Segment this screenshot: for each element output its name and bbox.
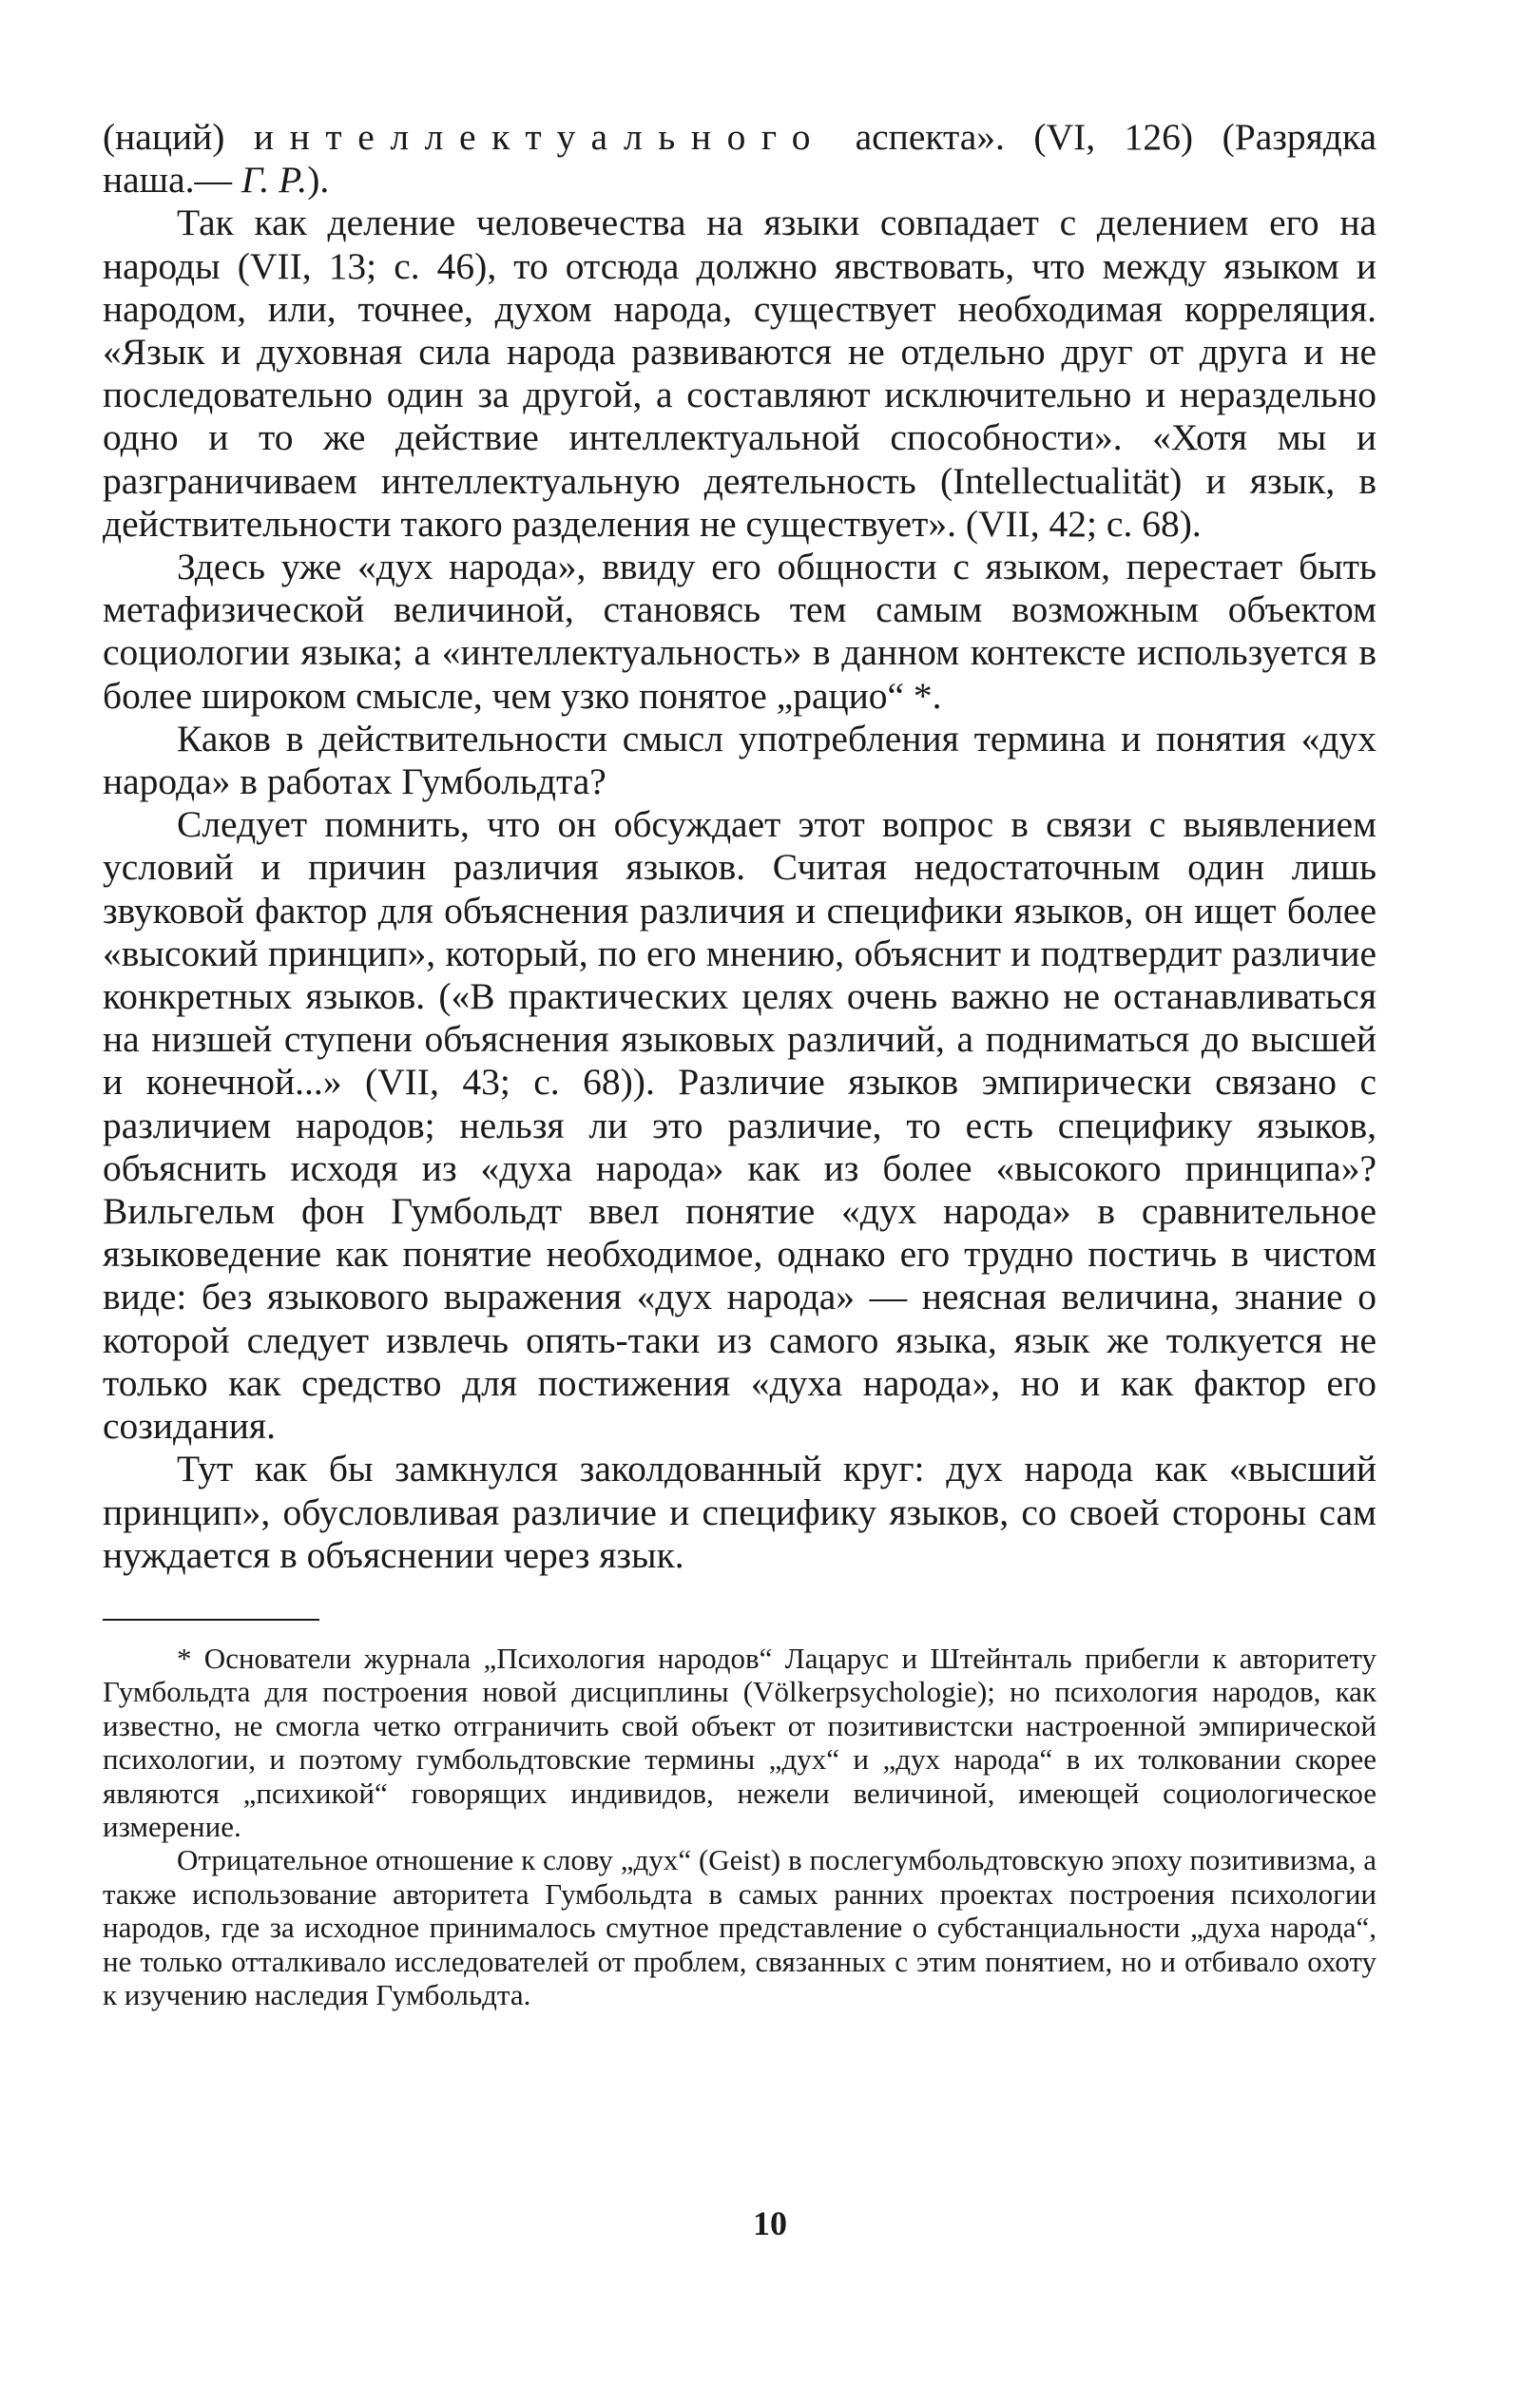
footnote-divider [103,1619,319,1621]
paragraph: Так как деление человечества на языки совпадает с делением его на народы (VII, 13; с. 46), то отсюда должно явствовать, что между языком и народом, или, точнее, духом народа, существует необходимая корреляция. «Язык и духовная сила народа развиваются не отдельно друг от друга и не последовательно один за другой, а составляют исключительно и нераздельно одно и то же действие интеллектуальной способности». «Хотя мы и разграничиваем интеллектуальную деятельность (Intellectualität) и язык, в действительности такого разделения не существует». (VII, 42; с. 68). [103,202,1376,545]
footnote: * Основатели журнала „Психология народов“ Лацарус и Штейнталь прибегли к авторитету Гумбольдта для построения новой дисциплины (Völkerpsychologie); но психология народов, как известно, не смогла четко отграничить свой объект от позитивистски настроенной эмпирической психологии, и поэтому гумбольдтовские термины „дух“ и „дух народа“ в их толковании скорее являются „психикой“ говорящих индивидов, нежели величиной, имеющей социологическое измерение. [103,1641,1376,1843]
spaced-emphasis: интеллектуального [253,116,827,158]
text-fragment: (наций) [103,116,254,158]
text-fragment: аспекта». (VI, 126) (Разрядка наша.— [103,116,1376,202]
paragraph: Следует помнить, что он обсуждает этот вопрос в связи с выявлением условий и причин различия языков. Считая недостаточным один лишь звуковой фактор для объяснения различия и специфики языков, он ищет более «высокий принцип», который, по его мнению, объяснит и подтвердит различие конкретных языков. («В практических целях очень важно не останавливаться на низшей ступени объяснения языковых различий, а подниматься до высшей и конечной...» (VII, 43; с. 68)). Различие языков эмпирически связано с различием народов; нельзя ли это различие, то есть специфику языков, объяснить исходя из «духа народа» как из более «высокого принципа»? Вильгельм фон Гумбольдт ввел понятие «дух народа» в сравнительное языковедение как понятие необходимое, однако его трудно постичь в чистом виде: без языкового выражения «дух народа» — неясная величина, знание о которой следует извлечь опять-таки из самого языка, язык же толкуется не только как средство для постижения «духа народа», но и как фактор его созидания. [103,803,1376,1448]
paragraph: Каков в действительности смысл употребления термина и понятия «дух народа» в работах Гумбольдта? [103,717,1376,803]
footnote: Отрицательное отношение к слову „дух“ (Geist) в послегумбольдтовскую эпоху позитивизма, а также использование авторитета Гумбольдта в самых ранних проектах построения психологии народов, где за исходное принималось смутное представление о субстанциальности „духа народа“, не только отталкивало исследователей от проблем, связанных с этим понятием, но и отбивало охоту к изучению наследия Гумбольдта. [103,1843,1376,2011]
paragraph-continuation [103,116,1376,202]
author-initials: Г. Р. [241,159,308,202]
page-content [103,116,1376,2011]
paragraph: Тут как бы замкнулся заколдованный круг: дух народа как «высший принцип», обусловливая различие и специфику языков, со своей стороны сам нуждается в объяснении через язык. [103,1448,1376,1576]
page-number: 10 [753,2204,787,2242]
paragraph: Здесь уже «дух народа», ввиду его общности с языком, перестает быть метафизической величиной, становясь тем самым возможным объектом социологии языка; а «интеллектуальность» в данном контексте используется в более широком смысле, чем узко понятое „рацио“ *. [103,546,1376,717]
main-text [103,116,1376,1577]
footnotes [103,1642,1376,2011]
text-fragment: ). [307,159,330,202]
